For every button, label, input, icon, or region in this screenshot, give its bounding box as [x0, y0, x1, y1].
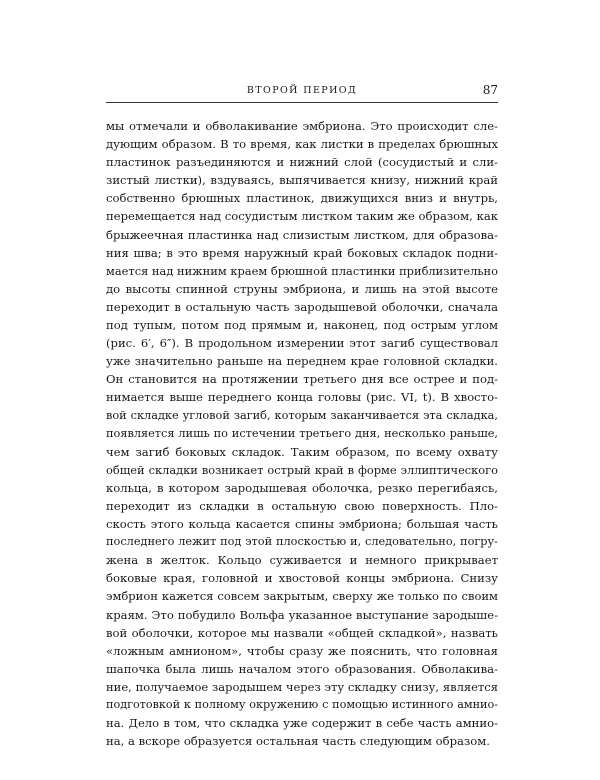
- text-line: на, а вскоре образуется остальная часть следующим образом.: [106, 734, 490, 749]
- text-line: общей складки возникает острый край в форме эллиптического: [106, 462, 498, 477]
- text-line: ние, получаемое зародышем через эту складку снизу, является: [106, 679, 498, 694]
- text-line: под тупым, потом под прямым и, наконец, под острым углом: [106, 318, 498, 333]
- body-text: [106, 117, 498, 750]
- page-number: 87: [482, 83, 498, 97]
- text-line: перемещается над сосудистым листком таким же образом, как: [106, 209, 498, 224]
- text-line: мается над нижним краем брюшной пластинки приблизительно: [106, 263, 498, 278]
- text-line: последнего лежит под этой плоскостью и, следовательно, погру-: [106, 535, 498, 549]
- running-head: [106, 83, 498, 99]
- text-line: вой складке угловой загиб, которым заканчивается эта складка,: [106, 408, 498, 422]
- text-line: брыжеечная пластинка над слизистым листком, для образова-: [106, 227, 498, 242]
- text-line: вой оболочки, которое мы назвали «общей складкой», назвать: [106, 625, 498, 640]
- text-line: дующим образом. В то время, как листки в пределах брюшных: [106, 137, 498, 152]
- text-line: уже значительно раньше на переднем крае головной складки.: [106, 354, 498, 369]
- text-line: скость этого кольца касается спины эмбриона; большая часть: [106, 517, 498, 532]
- text-line: боковые края, головной и хвостовой концы эмбриона. Снизу: [106, 571, 498, 586]
- text-line: нимается выше переднего конца головы (рис. VI, t). В хвосто-: [106, 390, 498, 405]
- text-line: собственно брюшных пластинок, движущихся вниз и внутрь,: [106, 191, 498, 206]
- text-line: переходит из складки в остальную свою поверхность. Пло-: [106, 498, 498, 513]
- text-line: подготовкой к полному окружению с помощью истинного амнио-: [106, 698, 498, 711]
- text-line: мы отмечали и обволакивание эмбриона. Это происходит сле-: [106, 119, 498, 133]
- text-line: ния шва; в это время наружный край боковых складок подни-: [106, 245, 498, 260]
- text-line: переходит в остальную часть зародышевой оболочки, сначала: [106, 299, 498, 314]
- text-line: шапочка была лишь началом этого образования. Обволакива-: [106, 661, 498, 676]
- text-line: «ложным амнионом», чтобы сразу же пояснить, что головная: [106, 643, 498, 658]
- text-line: жена в желток. Кольцо суживается и немного прикрывает: [106, 553, 498, 568]
- text-line: Он становится на протяжении третьего дня все острее и под-: [106, 372, 498, 387]
- text-line: появляется лишь по истечении третьего дня, несколько раньше,: [106, 426, 498, 440]
- text-line: (рис. 6′, 6″). В продольном измерении этот загиб существовал: [106, 336, 498, 351]
- text-line: до высоты спинной струны эмбриона, и лишь на этой высоте: [106, 281, 498, 296]
- text-line: зистый листки), вздуваясь, выпячивается книзу, нижний край: [106, 173, 498, 188]
- text-line: кольца, в котором зародышевая оболочка, резко перегибаясь,: [106, 480, 498, 495]
- text-line: краям. Это побудило Вольфа указанное выступание зародыше-: [106, 607, 498, 622]
- header-rule: [106, 102, 498, 103]
- text-line: на. Дело в том, что складка уже содержит в себе часть амнио-: [106, 716, 498, 731]
- text-line: пластинок разъединяются и нижний слой (сосудистый и сли-: [106, 155, 498, 170]
- text-line: чем загиб боковых складок. Таким образом, по всему охвату: [106, 444, 498, 459]
- running-title: ВТОРОЙ ПЕРИОД: [246, 85, 358, 96]
- text-line: эмбрион кажется совсем закрытым, сверху же только по своим: [106, 589, 498, 604]
